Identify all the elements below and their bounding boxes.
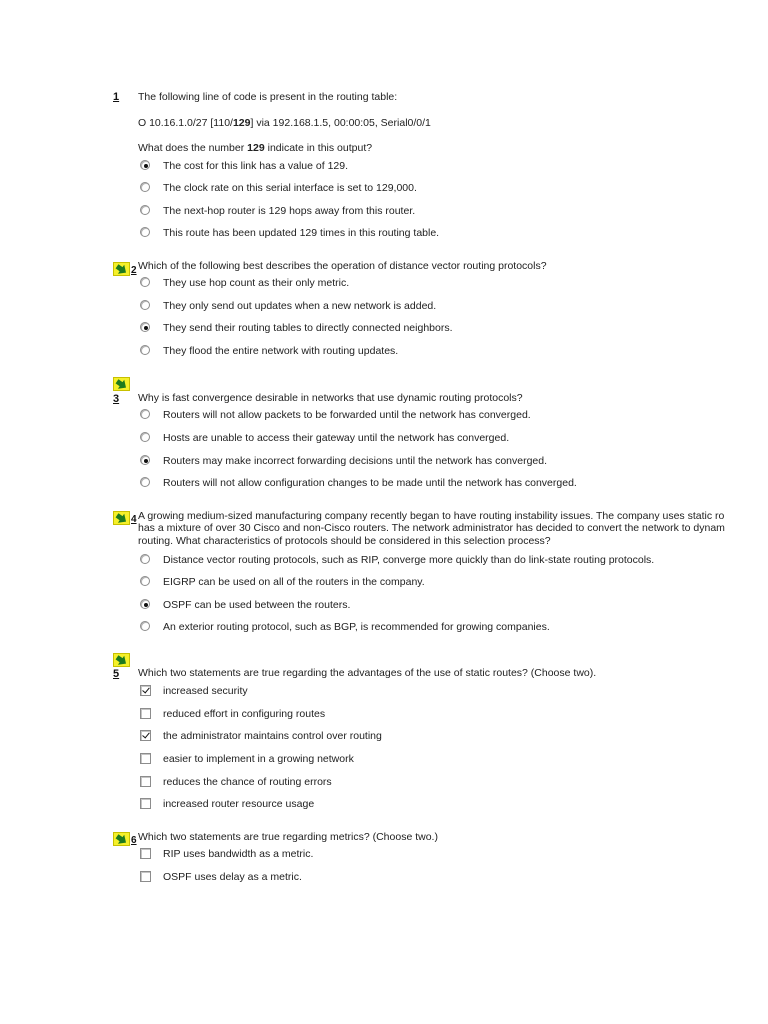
question-subtext: What does the number 129 indicate in this output?	[138, 142, 373, 154]
question-text: A growing medium-sized manufacturing company recently began to have routing instability issues. The company uses static ro	[138, 510, 725, 522]
answer-label: They use hop count as their only metric.	[163, 277, 350, 289]
answer-label: RIP uses bandwidth as a metric.	[163, 848, 314, 860]
answer-label: Hosts are unable to access their gateway until the network has converged.	[163, 432, 510, 444]
routing-table-line: O 10.16.1.0/27 [110/129] via 192.168.1.5, 00:00:05, Serial0/0/1	[138, 117, 431, 129]
question-text: Which two statements are true regarding the advantages of the use of static routes? (Choose two).	[138, 667, 597, 679]
answer-label: the administrator maintains control over routing	[163, 730, 382, 742]
flag-arrow-icon[interactable]	[113, 653, 130, 667]
checkbox[interactable]	[140, 776, 151, 787]
question-number: 3	[113, 393, 120, 405]
question-number: 1	[113, 91, 120, 103]
radio-button[interactable]	[140, 576, 150, 586]
question-text: Which two statements are true regarding metrics? (Choose two.)	[138, 831, 438, 843]
checkbox[interactable]	[140, 798, 151, 809]
question-text: has a mixture of over 30 Cisco and non-Cisco routers. The network administrator has decided to convert the network to dynam	[138, 522, 725, 534]
answer-label: The cost for this link has a value of 129.	[163, 160, 349, 172]
checkbox-checked[interactable]	[140, 685, 151, 696]
radio-button-selected[interactable]	[140, 599, 150, 609]
answer-label: Routers will not allow packets to be forwarded until the network has converged.	[163, 409, 531, 421]
radio-button[interactable]	[140, 300, 150, 310]
radio-button[interactable]	[140, 205, 150, 215]
question-text: The following line of code is present in the routing table:	[138, 91, 398, 103]
checkbox[interactable]	[140, 848, 151, 859]
radio-button[interactable]	[140, 554, 150, 564]
answer-label: An exterior routing protocol, such as BGP, is recommended for growing companies.	[163, 621, 550, 633]
answer-label: The clock rate on this serial interface is set to 129,000.	[163, 182, 417, 194]
flag-arrow-icon[interactable]	[113, 832, 130, 846]
question-number: 5	[113, 668, 120, 680]
radio-button[interactable]	[140, 182, 150, 192]
question-text: Which of the following best describes the operation of distance vector routing protocols?	[138, 260, 547, 272]
radio-button[interactable]	[140, 477, 150, 487]
checkbox[interactable]	[140, 753, 151, 764]
flag-arrow-icon[interactable]	[113, 511, 130, 525]
question-number: 4	[131, 514, 137, 525]
flag-arrow-icon[interactable]	[113, 262, 130, 276]
radio-button[interactable]	[140, 621, 150, 631]
answer-label: OSPF can be used between the routers.	[163, 599, 351, 611]
question-text: Why is fast convergence desirable in networks that use dynamic routing protocols?	[138, 392, 523, 404]
answer-label: EIGRP can be used on all of the routers in the company.	[163, 576, 425, 588]
answer-label: They send their routing tables to directly connected neighbors.	[163, 322, 453, 334]
answer-label: Routers will not allow configuration changes to be made until the network has converged.	[163, 477, 577, 489]
radio-button[interactable]	[140, 409, 150, 419]
checkbox[interactable]	[140, 871, 151, 882]
question-number: 2	[131, 265, 137, 276]
radio-button-selected[interactable]	[140, 455, 150, 465]
answer-label: They flood the entire network with routing updates.	[163, 345, 399, 357]
answer-label: Distance vector routing protocols, such as RIP, converge more quickly than do link-state routing protocols.	[163, 554, 655, 566]
flag-arrow-icon[interactable]	[113, 377, 130, 391]
answer-label: increased router resource usage	[163, 798, 315, 810]
checkbox[interactable]	[140, 708, 151, 719]
radio-button[interactable]	[140, 227, 150, 237]
radio-button-selected[interactable]	[140, 160, 150, 170]
radio-button-selected[interactable]	[140, 322, 150, 332]
radio-button[interactable]	[140, 277, 150, 287]
answer-label: This route has been updated 129 times in this routing table.	[163, 227, 440, 239]
radio-button[interactable]	[140, 432, 150, 442]
checkbox-checked[interactable]	[140, 730, 151, 741]
answer-label: reduces the chance of routing errors	[163, 776, 332, 788]
radio-button[interactable]	[140, 345, 150, 355]
answer-label: They only send out updates when a new network is added.	[163, 300, 437, 312]
question-number: 6	[131, 835, 137, 846]
question-text: routing. What characteristics of protocols should be considered in this selection process?	[138, 535, 551, 547]
answer-label: The next-hop router is 129 hops away from this router.	[163, 205, 416, 217]
answer-label: OSPF uses delay as a metric.	[163, 871, 302, 883]
answer-label: reduced effort in configuring routes	[163, 708, 326, 720]
answer-label: increased security	[163, 685, 248, 697]
answer-label: Routers may make incorrect forwarding decisions until the network has converged.	[163, 455, 548, 467]
answer-label: easier to implement in a growing network	[163, 753, 354, 765]
